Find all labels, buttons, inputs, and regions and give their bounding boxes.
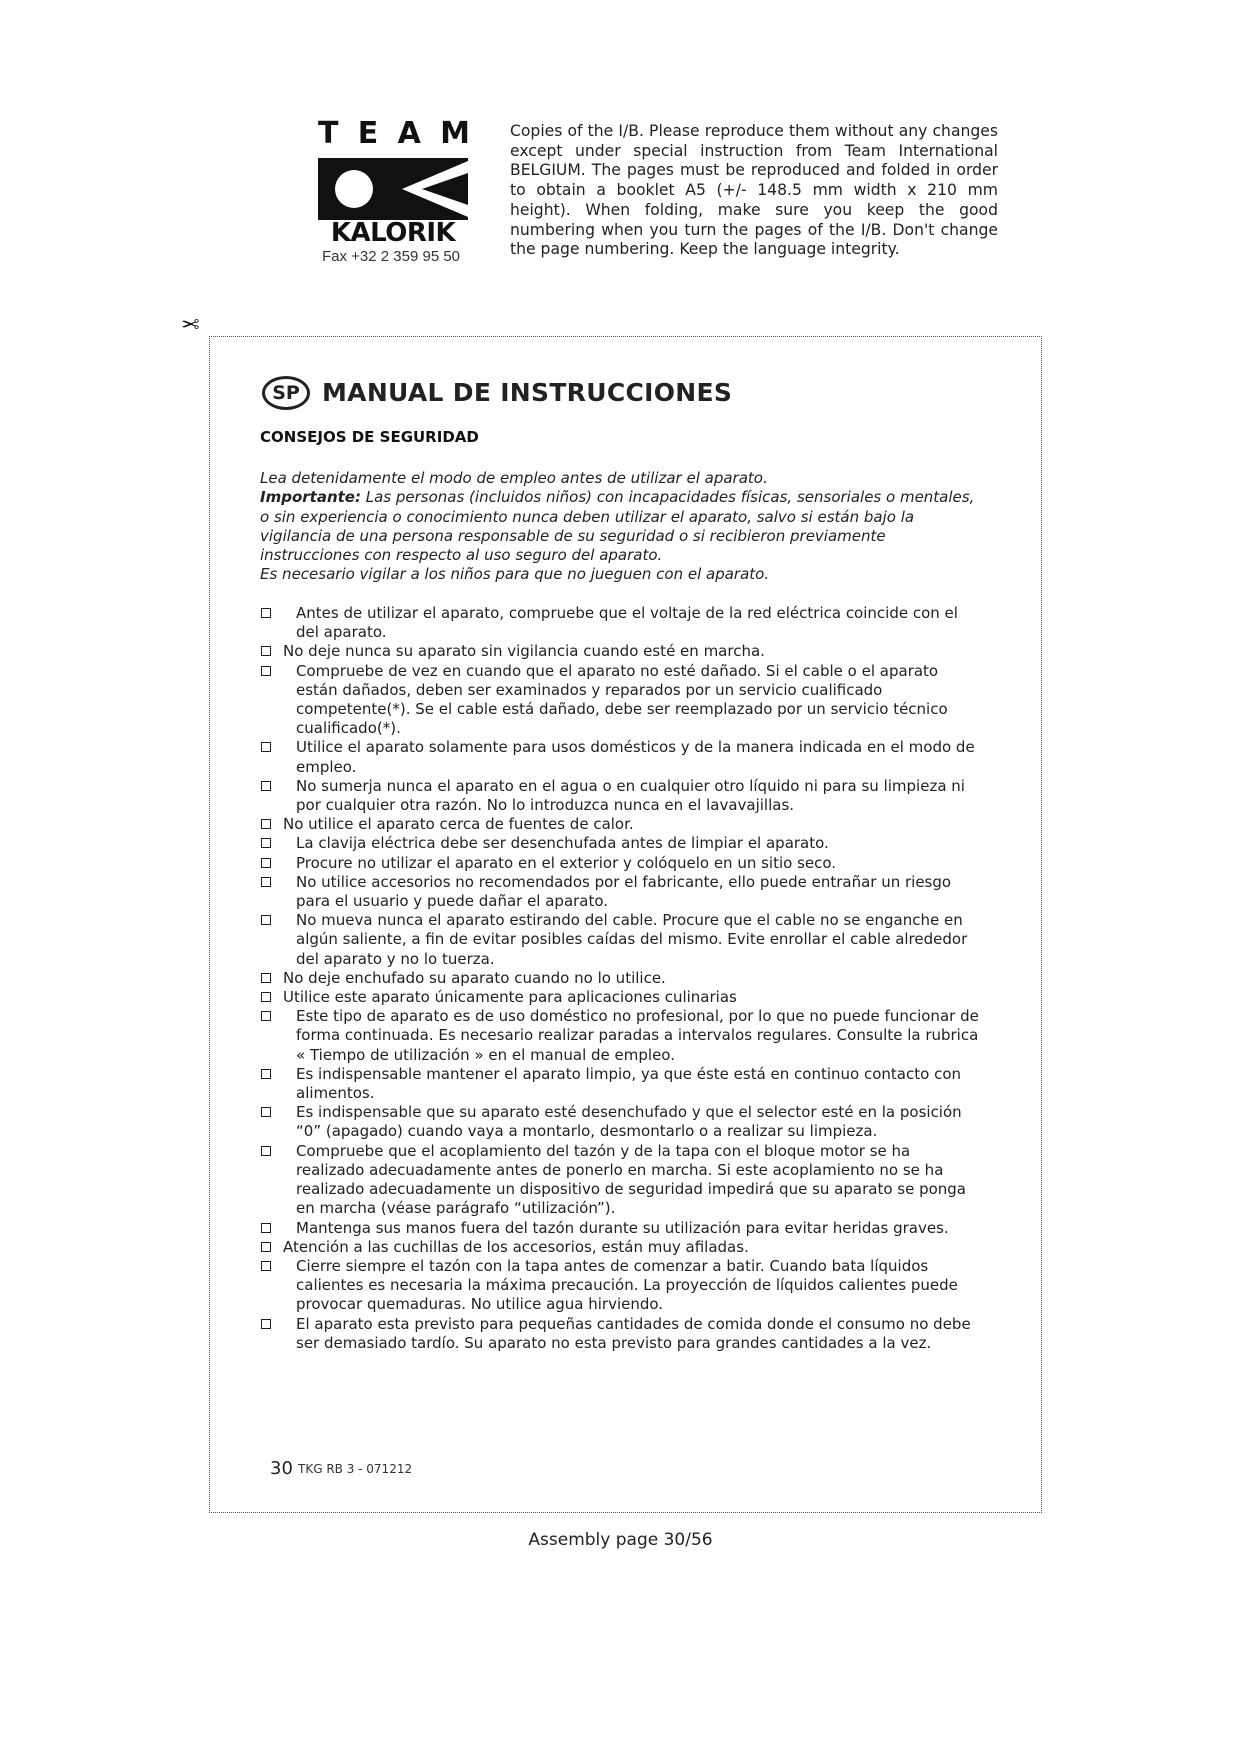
checkbox-icon (261, 1319, 271, 1329)
list-item (260, 988, 982, 1007)
logo-letter: T (318, 116, 339, 151)
rule-text: Cierre siempre el tazón con la tapa antes de comenzar a batir. Cuando bata líquidos calientes es necesaria la máxima precaución. La proyección de líquidos calientes puede provocar quemaduras. No utilice agua hirviendo. (296, 1256, 958, 1314)
rule-text: No utilice accesorios no recomendados por el fabricante, ello puede entrañar un riesgo para el usuario y puede dañar el aparato. (296, 872, 952, 911)
checkbox-icon (261, 1107, 271, 1117)
logo-letter: E (357, 116, 379, 151)
rule-text: Antes de utilizar el aparato, compruebe que el voltaje de la red eléctrica coincide con el del aparato. (296, 604, 958, 642)
list-item (260, 1219, 982, 1238)
logo-letter: A (397, 116, 421, 151)
rule-text: El aparato esta previsto para pequeñas cantidades de comida donde el consumo no debe ser demasiado tardío. Su aparato no esta previsto para grandes cantidades a la vez. (296, 1314, 971, 1352)
checkbox-icon (261, 973, 271, 983)
list-item (260, 1103, 982, 1141)
checkbox-icon (261, 819, 271, 829)
list-item (260, 1007, 982, 1065)
section-title: CONSEJOS DE SEGURIDAD (260, 428, 479, 446)
list-item (260, 1315, 982, 1353)
list-item (260, 1238, 982, 1257)
checkbox-icon (261, 646, 271, 656)
list-item (260, 854, 982, 873)
rule-text: Mantenga sus manos fuera del tazón durante su utilización para evitar heridas graves. (296, 1218, 949, 1237)
kalorik-mark-icon (318, 158, 468, 220)
page-number: 30 (270, 1458, 293, 1479)
fax-number: Fax +32 2 359 95 50 (322, 248, 461, 265)
checkbox-icon (261, 877, 271, 887)
list-item (260, 738, 982, 776)
team-kalorik-logo (318, 116, 478, 265)
rule-text: Utilice este aparato únicamente para aplicaciones culinarias (283, 988, 737, 1007)
assembly-page-label: Assembly page 30/56 (528, 1530, 713, 1550)
list-item (260, 815, 982, 834)
checkbox-icon (261, 608, 271, 618)
important-text: Las personas (incluidos niños) con incapacidades físicas, sensoriales o mentales, o sin experiencia o conocimiento nunca deben utilizar el aparato, salvo si están bajo la vigilancia de una persona responsable de su seguridad o si recibieron previamente instrucciones con respecto al uso seguro del aparato. (260, 488, 975, 565)
logo-letter: M (440, 116, 470, 151)
rule-text: No deje nunca su aparato sin vigilancia cuando esté en marcha. (283, 642, 765, 661)
checkbox-icon (261, 915, 271, 925)
checkbox-icon (261, 1069, 271, 1079)
list-item (260, 1142, 982, 1219)
checkbox-icon (261, 1242, 271, 1252)
checkbox-icon (261, 1261, 271, 1271)
safety-intro (260, 469, 980, 585)
list-item (260, 1065, 982, 1103)
scissors-icon: ✂ (181, 310, 200, 335)
important-note (260, 488, 980, 565)
rule-text: La clavija eléctrica debe ser desenchufada antes de limpiar el aparato. (296, 834, 829, 853)
rule-text: Procure no utilizar el aparato en el exterior y colóquelo en un sitio seco. (296, 853, 837, 872)
language-badge: SP (262, 376, 310, 410)
rule-text: No sumerja nunca el aparato en el agua o en cualquier otro líquido ni para su limpieza ni por cualquier otra razón. No lo introduzca nunca en el lavavajillas. (296, 776, 965, 815)
checkbox-icon (261, 858, 271, 868)
list-item (260, 1257, 982, 1315)
document-reference: TKG RB 3 - 071212 (298, 1462, 413, 1476)
manual-title: MANUAL DE INSTRUCCIONES (322, 378, 733, 407)
list-item (260, 873, 982, 911)
list-item (260, 604, 982, 642)
checkbox-icon (261, 838, 271, 848)
list-item (260, 662, 982, 739)
rule-text: Atención a las cuchillas de los accesorios, están muy afiladas. (283, 1237, 749, 1256)
rule-text: Este tipo de aparato es de uso doméstico no profesional, por lo que no puede funcionar de forma continuada. Es necesario realizar paradas a intervalos regulares. Consulte la rubrica « Tiempo de utilización » en el manual de empleo. (296, 1007, 979, 1064)
list-item (260, 911, 982, 969)
list-item (260, 969, 982, 988)
rule-text: No mueva nunca el aparato estirando del cable. Procure que el cable no se enganche en algún saliente, a fin de evitar posibles caídas del mismo. Evite enrollar el cable alrededor del aparato y no lo tuerza. (296, 911, 968, 968)
checkbox-icon (261, 1223, 271, 1233)
rule-text: No deje enchufado su aparato cuando no lo utilice. (283, 968, 666, 987)
checkbox-icon (261, 1146, 271, 1156)
checkbox-icon (261, 666, 271, 676)
checkbox-icon (261, 1011, 271, 1021)
list-item (260, 777, 982, 815)
rule-text: Compruebe que el acoplamiento del tazón y de la tapa con el bloque motor se ha realizado adecuadamente antes de ponerlo en marcha. Si este acoplamiento no se ha realizado adecuadamente un dispositivo de seguridad impedirá que su aparato se ponga en marcha (véase parágrafo “utilización”). (296, 1141, 966, 1218)
rule-text: No utilice el aparato cerca de fuentes de calor. (283, 815, 634, 834)
rule-text: Utilice el aparato solamente para usos domésticos y de la manera indicada en el modo de empleo. (296, 738, 975, 776)
important-label: Importante: (260, 488, 361, 507)
logo-brand-name: KALORIK (330, 218, 456, 248)
reproduction-instructions: Copies of the I/B. Please reproduce them without any changes except under special instruction from Team International BELGIUM. The pages must be reproduced and folded in order to obtain a booklet A5 (+/- 148.5 mm width x 210 mm height). When folding, make sure you keep the good numbering when you turn the pages of the I/B. Don't change the page numbering. Keep the language integrity. (510, 122, 998, 259)
checkbox-icon (261, 992, 271, 1002)
rule-text: Es indispensable mantener el aparato limpio, ya que éste está en continuo contacto con alimentos. (296, 1064, 962, 1103)
logo-team-wordmark (318, 118, 470, 150)
list-item (260, 834, 982, 853)
list-item (260, 642, 982, 661)
rule-text: Es indispensable que su aparato esté desenchufado y que el selector esté en la posición “0” (apagado) cuando vaya a montarlo, desmontarlo o a realizar su limpieza. (296, 1103, 962, 1141)
rule-text: Compruebe de vez en cuando que el aparato no esté dañado. Si el cable o el aparato están dañados, deben ser examinados y reparados por un servicio cualificado competente(*). Se el cable está dañado, debe ser reemplazado por un servicio técnico cualificado(*). (296, 661, 948, 738)
safety-rules-list (260, 604, 982, 1353)
checkbox-icon (261, 742, 271, 752)
intro-line: Es necesario vigilar a los niños para que no jueguen con el aparato. (260, 565, 770, 584)
intro-line: Lea detenidamente el modo de empleo antes de utilizar el aparato. (260, 469, 768, 487)
checkbox-icon (261, 781, 271, 791)
